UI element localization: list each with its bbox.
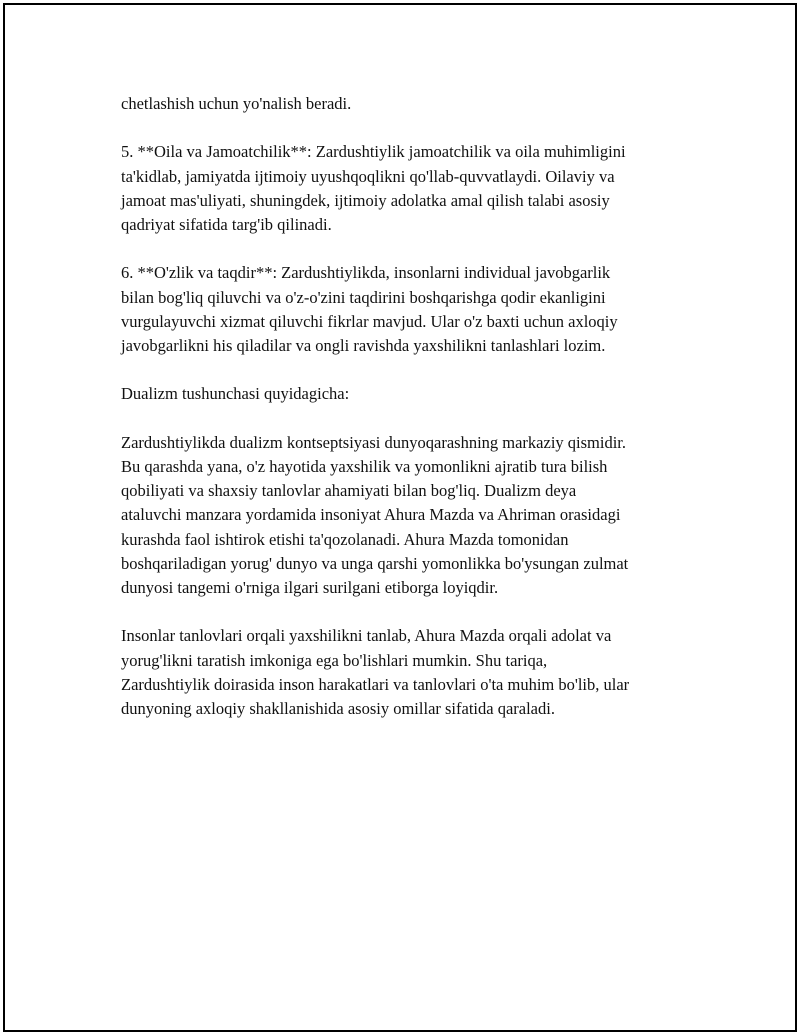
text-line: vurgulayuvchi xizmat qiluvchi fikrlar mavjud. Ular o'z baxti uchun axloqiy xyxy=(121,311,618,331)
text-line: Dualizm tushunchasi quyidagicha: xyxy=(121,384,350,404)
text-line: jamoat mas'uliyati, shuningdek, ijtimoiy adolatka amal qilish talabi asosiy xyxy=(121,190,610,210)
text-line: Zardushtiylik doirasida inson harakatlari va tanlovlari o'ta muhim bo'lib, ular xyxy=(121,674,630,694)
text-line: ataluvchi manzara yordamida insoniyat Ahura Mazda va Ahriman orasidagi xyxy=(121,505,621,525)
text-line: Insonlar tanlovlari orqali yaxshilikni tanlab, Ahura Mazda orqali adolat va xyxy=(121,626,612,646)
text-line: chetlashish uchun yo'nalish beradi. xyxy=(121,94,352,113)
text-line: dunyoning axloqiy shakllanishida asosiy omillar sifatida qaraladi. xyxy=(121,699,555,718)
paragraph-dualism-body xyxy=(121,431,701,600)
text-line: 5. **Oila va Jamoatchilik**: Zardushtiylik jamoatchilik va oila muhimligini xyxy=(121,142,626,162)
paragraph-item-5 xyxy=(121,140,701,237)
paragraph-intro-continuation xyxy=(121,92,701,116)
text-line: bilan bog'liq qiluvchi va o'z-o'zini taqdirini boshqarishga qodir ekanligini xyxy=(121,287,606,307)
text-line: 6. **O'zlik va taqdir**: Zardushtiylikda, insonlarni individual javobgarlik xyxy=(121,263,611,283)
text-line: boshqariladigan yorug' dunyo va unga qarshi yomonlikka bo'ysungan zulmat xyxy=(121,553,629,573)
text-line: dunyosi tangemi o'rniga ilgari surilgani etiborga loyiqdir. xyxy=(121,578,499,597)
text-line: ta'kidlab, jamiyatda ijtimoiy uyushqoqlikni qo'llab-quvvatlaydi. Oilaviy va xyxy=(121,166,615,186)
text-line: qobiliyati va shaxsiy tanlovlar ahamiyati bilan bog'liq. Dualizm deya xyxy=(121,481,577,501)
text-line: yorug'likni taratish imkoniga ega bo'lishlari mumkin. Shu tariqa, xyxy=(121,650,548,670)
paragraph-item-6 xyxy=(121,261,701,358)
text-line: kurashda faol ishtirok etishi ta'qozolanadi. Ahura Mazda tomonidan xyxy=(121,529,569,549)
text-line: javobgarlikni his qiladilar va ongli ravishda yaxshilikni tanlashlari lozim. xyxy=(121,336,606,355)
document-page xyxy=(3,3,797,1032)
document-body xyxy=(121,92,701,745)
paragraph-conclusion xyxy=(121,624,701,721)
text-line: Zardushtiylikda dualizm kontseptsiyasi dunyoqarashning markaziy qismidir. xyxy=(121,432,626,452)
paragraph-dualism-heading xyxy=(121,382,701,406)
text-line: qadriyat sifatida targ'ib qilinadi. xyxy=(121,215,332,234)
text-line: Bu qarashda yana, o'z hayotida yaxshilik va yomonlikni ajratib tura bilish xyxy=(121,456,608,476)
